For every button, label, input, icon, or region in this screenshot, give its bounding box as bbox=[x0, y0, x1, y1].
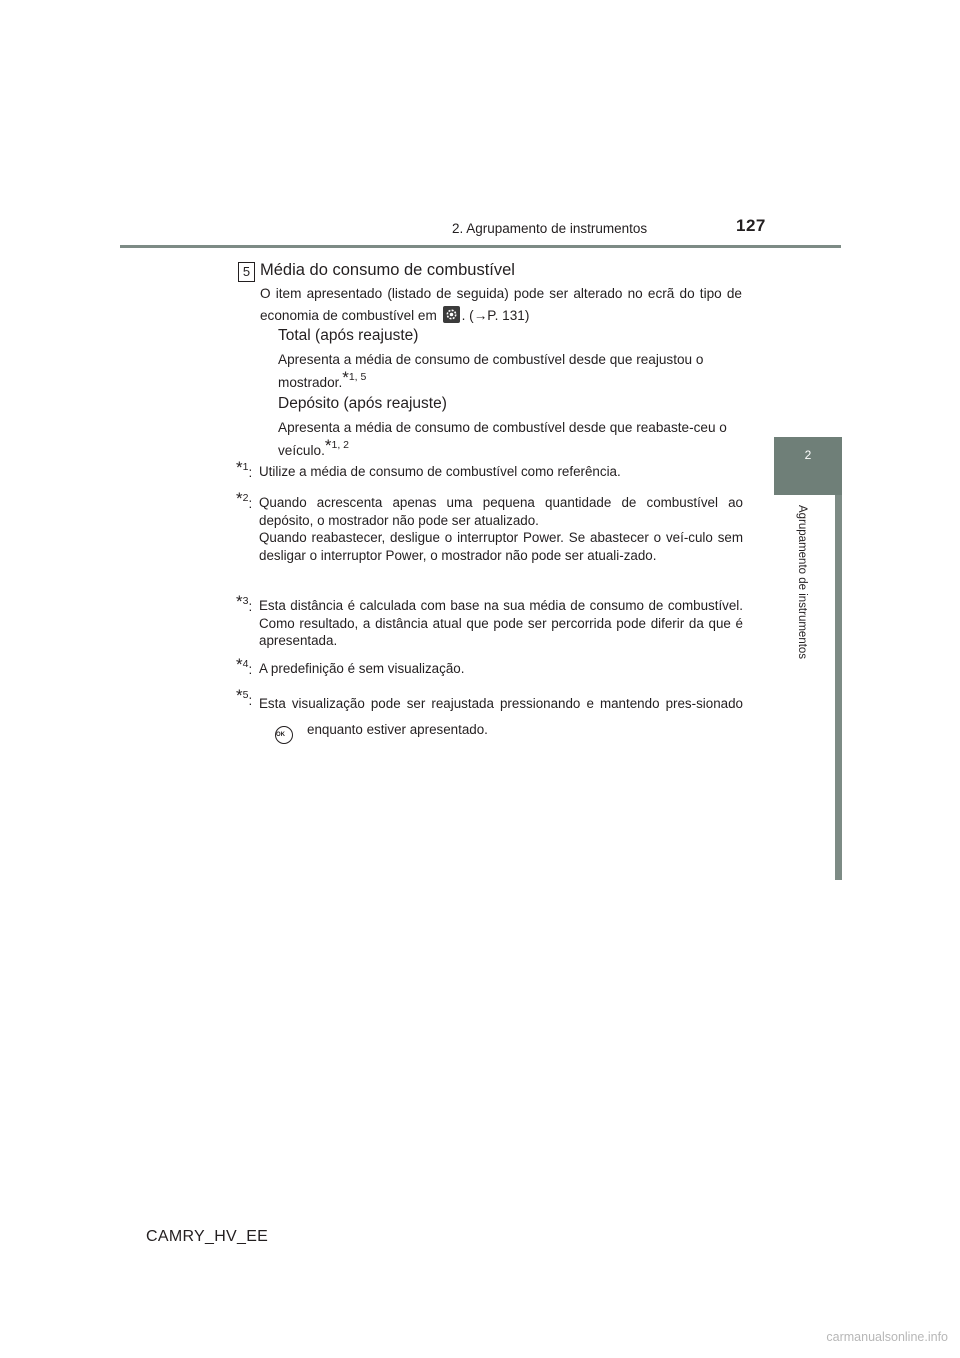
footer-model-code: CAMRY_HV_EE bbox=[146, 1228, 269, 1245]
footnote-text: Utilize a média de consumo de combustível como referência. bbox=[259, 464, 621, 479]
subitem-description bbox=[278, 417, 743, 463]
settings-gear-icon bbox=[443, 306, 460, 323]
item-description bbox=[260, 283, 742, 327]
side-tab-label: Agrupamento de instrumentos bbox=[796, 505, 808, 660]
footnote-4 bbox=[236, 655, 743, 678]
item-description-punct: . ( bbox=[461, 308, 474, 323]
item-marker: 5 bbox=[238, 262, 255, 282]
arrow-icon: → bbox=[473, 308, 488, 323]
footnote-star: * bbox=[324, 436, 332, 455]
footnote-mark: $^{*4}$: bbox=[236, 655, 253, 677]
header-section-title: 2. Agrupamento de instrumentos bbox=[452, 221, 648, 236]
footnote-mark: $^{*5}$: bbox=[236, 686, 253, 708]
footnote-text: A predefinição é sem visualização. bbox=[259, 661, 465, 676]
subitem-title: Total (após reajuste) bbox=[278, 327, 419, 344]
footnote-5 bbox=[236, 686, 743, 744]
footnote-mark: $^{*2}$: bbox=[236, 489, 253, 511]
side-tab-block bbox=[774, 437, 842, 495]
ok-button-icon: OK bbox=[275, 726, 293, 744]
footnote-ref: 1, 5 bbox=[348, 371, 367, 383]
footnote-2 bbox=[236, 489, 743, 564]
footnote-text: Quando acrescenta apenas uma pequena quantidade de combustível ao depósito, o mostrador não pode ser atualizado. bbox=[259, 495, 743, 528]
side-tab-bar bbox=[835, 495, 842, 880]
footnote-text: Esta distância é calculada com base na sua média de consumo de combustível. Como resultado, a distância atual que pode ser percorrida pode diferir da que é apresentada. bbox=[259, 598, 743, 648]
watermark: carmanualsonline.info bbox=[826, 1330, 948, 1344]
page-number: 127 bbox=[736, 216, 766, 235]
footnote-text-part: enquanto estiver apresentado. bbox=[307, 722, 488, 737]
footnote-text bbox=[259, 691, 743, 744]
item-description-text: O item apresentado (listado de seguida) pode ser alterado no ecrã do tipo de economia de combustível em bbox=[260, 286, 742, 323]
page-reference: P. 131) bbox=[487, 308, 530, 323]
footnote-text-continued: Quando reabastecer, desligue o interruptor Power. Se abastecer o veí-culo sem desligar o interruptor Power, o mostrador não pode ser atuali-zado. bbox=[259, 530, 743, 563]
footnote-mark: $^{*3}$: bbox=[236, 592, 253, 614]
subitem-title: Depósito (após reajuste) bbox=[278, 395, 447, 412]
footnote-1 bbox=[236, 458, 743, 481]
footnote-ref: 1, 2 bbox=[331, 439, 349, 451]
footnote-star: * bbox=[342, 368, 349, 387]
header-rule bbox=[120, 245, 841, 248]
subitem-description-text: Apresenta a média de consumo de combustível desde que reajustou o mostrador. bbox=[278, 352, 704, 390]
footnote-mark: $^{*1}$: bbox=[236, 458, 253, 480]
footnote-3 bbox=[236, 592, 743, 650]
subitem-description bbox=[278, 349, 743, 395]
item-title: Média do consumo de combustível bbox=[260, 261, 515, 279]
subitem-description-text: Apresenta a média de consumo de combustível desde que reabaste-ceu o veículo. bbox=[278, 420, 727, 458]
side-tab-number: 2 bbox=[804, 448, 812, 462]
footnote-text-part: Esta visualização pode ser reajustada pressionando e mantendo pres-sionado bbox=[259, 696, 743, 711]
